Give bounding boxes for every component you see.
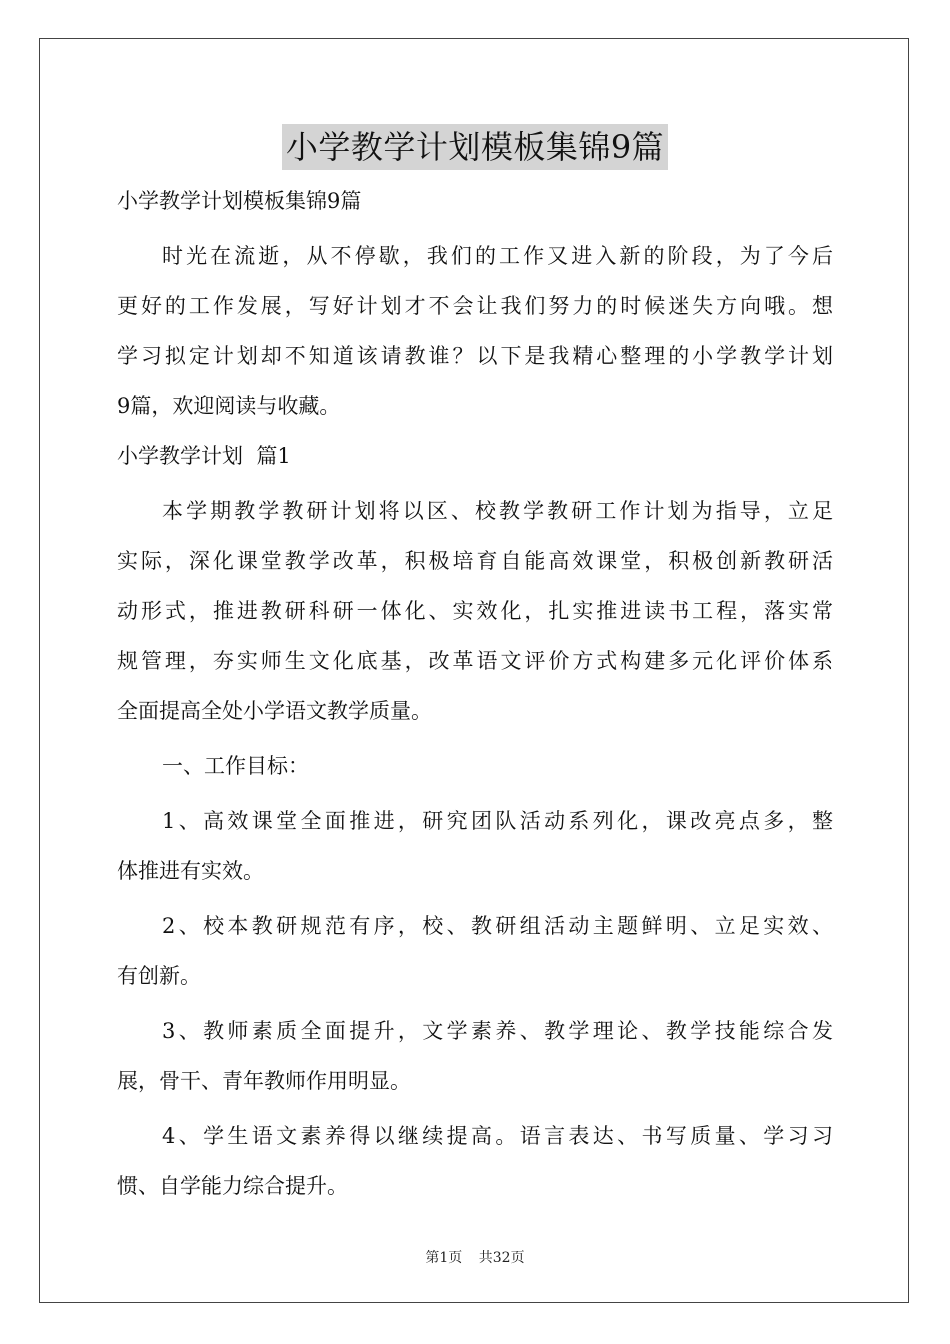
goal-line: 2、校本教研规范有序，校、教研组活动主题鲜明、立足实效、 — [162, 914, 833, 938]
intro-line: 9篇，欢迎阅读与收藏。 — [117, 394, 341, 418]
goal-line: 展，骨干、青年教师作用明显。 — [117, 1069, 411, 1093]
intro-line: 学习拟定计划却不知道该请教谁？以下是我精心整理的小学教学计划 — [117, 344, 833, 368]
page-total: 共32页 — [478, 1250, 525, 1266]
section-paragraph-line: 规管理，夯实师生文化底基，改革语文评价方式构建多元化评价体系 — [117, 649, 833, 673]
goal-line: 1、高效课堂全面推进，研究团队活动系列化，课改亮点多，整 — [162, 809, 833, 833]
title-wrapper — [0, 124, 950, 170]
page-footer — [0, 1247, 950, 1267]
goal-line: 有创新。 — [117, 964, 201, 988]
section-paragraph-line: 全面提高全处小学语文教学质量。 — [117, 699, 432, 723]
goal-line: 体推进有实效。 — [117, 859, 264, 883]
section-heading: 小学教学计划 篇1 — [117, 444, 291, 468]
section-paragraph-line: 本学期教学教研计划将以区、校教学教研工作计划为指导，立足 — [162, 499, 833, 523]
subtitle: 小学教学计划模板集锦9篇 — [117, 189, 362, 213]
document-body — [117, 176, 833, 1211]
document-title: 小学教学计划模板集锦9篇 — [282, 124, 668, 170]
goal-line: 3、教师素质全面提升，文学素养、教学理论、教学技能综合发 — [162, 1019, 833, 1043]
section-paragraph-line: 动形式，推进教研科研一体化、实效化，扎实推进读书工程，落实常 — [117, 599, 833, 623]
goal-line: 惯、自学能力综合提升。 — [117, 1174, 348, 1198]
page-number: 第1页 — [425, 1250, 463, 1266]
intro-line: 更好的工作发展，写好计划才不会让我们努力的时候迷失方向哦。想 — [117, 294, 833, 318]
intro-line: 时光在流逝，从不停歇，我们的工作又进入新的阶段，为了今后 — [162, 244, 833, 268]
goals-heading: 一、工作目标： — [162, 754, 309, 778]
section-paragraph-line: 实际，深化课堂教学改革，积极培育自能高效课堂，积极创新教研活 — [117, 549, 833, 573]
goal-line: 4、学生语文素养得以继续提高。语言表达、书写质量、学习习 — [162, 1124, 833, 1148]
